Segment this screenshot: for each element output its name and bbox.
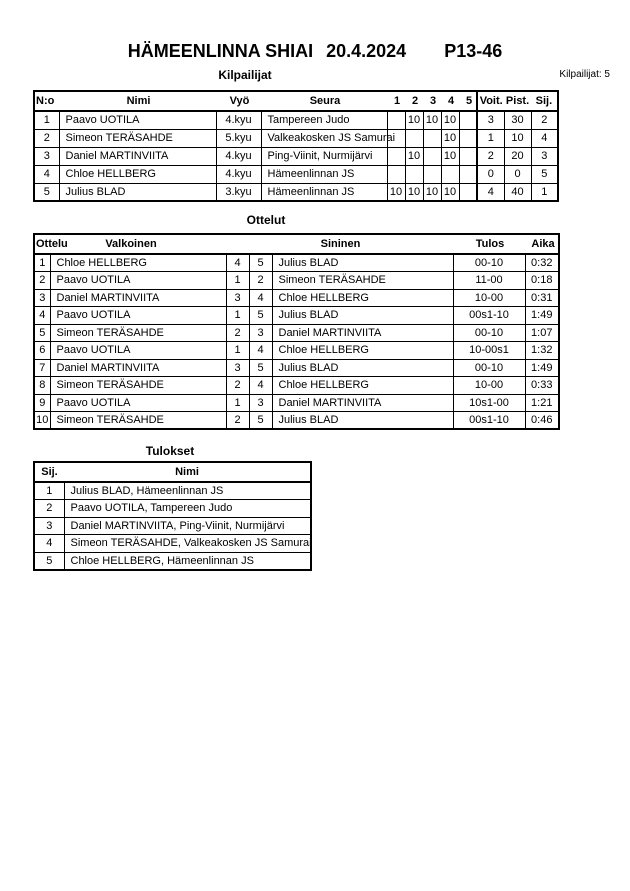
- score-cell: [405, 165, 423, 183]
- result-name-cell: Chloe HELLBERG, Hämeenlinnan JS: [64, 552, 311, 570]
- result-cell: 00-10: [453, 324, 525, 342]
- section-heading-matches: Ottelut: [246, 213, 286, 227]
- result-row: [34, 535, 311, 553]
- blue-no-cell: 5: [249, 254, 272, 272]
- score-cell: [441, 165, 459, 183]
- col-header-white: Valkoinen: [105, 238, 157, 250]
- col-header-round-1: 1: [393, 95, 401, 107]
- col-header-round-2: 2: [411, 95, 419, 107]
- competitor-belt-cell: 4.kyu: [216, 165, 261, 183]
- white-no-cell: 3: [226, 359, 249, 377]
- score-cell: 10: [387, 183, 405, 201]
- event-name: HÄMEENLINNA SHIAI: [127, 41, 314, 61]
- match-no-cell: 1: [34, 254, 50, 272]
- result-cell: 00s1-10: [453, 307, 525, 325]
- match-row: [34, 359, 559, 377]
- blue-name-cell: Daniel MARTINVIITA: [272, 394, 453, 412]
- score-cell: 10: [441, 111, 459, 129]
- results-header-row: [34, 462, 311, 482]
- white-no-cell: 3: [226, 289, 249, 307]
- competitor-name-cell: Paavo UOTILA: [59, 111, 216, 129]
- white-name-cell: Daniel MARTINVIITA: [50, 289, 226, 307]
- match-row: [34, 289, 559, 307]
- white-name-cell: Paavo UOTILA: [50, 394, 226, 412]
- score-cell: [423, 129, 441, 147]
- score-cell: [387, 111, 405, 129]
- wins-cell: 2: [477, 147, 504, 165]
- blue-no-cell: 5: [249, 359, 272, 377]
- white-name-cell: Chloe HELLBERG: [50, 254, 226, 272]
- points-cell: 40: [504, 183, 531, 201]
- competitor-row: [34, 147, 558, 165]
- match-no-cell: 7: [34, 359, 50, 377]
- competitor-name-cell: Daniel MARTINVIITA: [59, 147, 216, 165]
- match-no-cell: 6: [34, 342, 50, 360]
- time-cell: 0:18: [525, 272, 559, 290]
- white-name-cell: Daniel MARTINVIITA: [50, 359, 226, 377]
- competitor-name-cell: Julius BLAD: [59, 183, 216, 201]
- matches-table: [33, 233, 560, 430]
- competitor-no-cell: 2: [34, 129, 59, 147]
- match-row: [34, 342, 559, 360]
- matches-header-row: [34, 234, 559, 254]
- competitors-header-row: [34, 91, 558, 111]
- col-header-match: Ottelu: [36, 238, 68, 250]
- match-no-cell: 9: [34, 394, 50, 412]
- place-cell: 4: [531, 129, 558, 147]
- score-cell: 10: [441, 183, 459, 201]
- score-cell: 10: [405, 147, 423, 165]
- competitor-belt-cell: 5.kyu: [216, 129, 261, 147]
- score-cell: [459, 129, 477, 147]
- score-cell: [459, 111, 477, 129]
- match-row: [34, 307, 559, 325]
- competitor-name-cell: Simeon TERÄSAHDE: [59, 129, 216, 147]
- competitors-table: [33, 90, 559, 202]
- match-no-cell: 4: [34, 307, 50, 325]
- score-cell: [387, 147, 405, 165]
- blue-name-cell: Julius BLAD: [272, 412, 453, 430]
- score-cell: [423, 165, 441, 183]
- wins-cell: 4: [477, 183, 504, 201]
- white-no-cell: 2: [226, 412, 249, 430]
- section-heading-results: Tulokset: [145, 444, 195, 458]
- score-cell: [459, 147, 477, 165]
- result-cell: 10-00: [453, 377, 525, 395]
- blue-name-cell: Simeon TERÄSAHDE: [272, 272, 453, 290]
- blue-no-cell: 4: [249, 377, 272, 395]
- match-no-cell: 5: [34, 324, 50, 342]
- col-header-name: Nimi: [64, 462, 311, 482]
- time-cell: 0:33: [525, 377, 559, 395]
- category-code: P13-46: [444, 41, 503, 61]
- place-cell: 5: [531, 165, 558, 183]
- competitor-club-cell: Hämeenlinnan JS: [261, 165, 387, 183]
- col-header-time: Aika: [531, 238, 555, 250]
- blue-name-cell: Chloe HELLBERG: [272, 377, 453, 395]
- match-no-cell: 10: [34, 412, 50, 430]
- result-row: [34, 552, 311, 570]
- page-title: [0, 41, 630, 62]
- blue-no-cell: 2: [249, 272, 272, 290]
- time-cell: 0:31: [525, 289, 559, 307]
- time-cell: 1:32: [525, 342, 559, 360]
- white-no-cell: 1: [226, 394, 249, 412]
- white-name-cell: Paavo UOTILA: [50, 342, 226, 360]
- result-place-cell: 4: [34, 535, 64, 553]
- result-name-cell: Paavo UOTILA, Tampereen Judo: [64, 500, 311, 518]
- wins-cell: 3: [477, 111, 504, 129]
- col-header-blue: Sininen: [320, 238, 361, 250]
- result-row: [34, 500, 311, 518]
- wins-cell: 0: [477, 165, 504, 183]
- result-place-cell: 5: [34, 552, 64, 570]
- result-name-cell: Simeon TERÄSAHDE, Valkeakosken JS Samurai: [64, 535, 311, 553]
- competitor-row: [34, 165, 558, 183]
- score-cell: [459, 165, 477, 183]
- match-no-cell: 2: [34, 272, 50, 290]
- time-cell: 1:49: [525, 307, 559, 325]
- match-row: [34, 394, 559, 412]
- competitor-no-cell: 5: [34, 183, 59, 201]
- score-cell: [423, 147, 441, 165]
- competitor-no-cell: 4: [34, 165, 59, 183]
- white-name-cell: Paavo UOTILA: [50, 272, 226, 290]
- time-cell: 0:46: [525, 412, 559, 430]
- white-no-cell: 1: [226, 272, 249, 290]
- competitors-count: Kilpailijat: 5: [559, 69, 610, 80]
- points-cell: 30: [504, 111, 531, 129]
- blue-name-cell: Chloe HELLBERG: [272, 342, 453, 360]
- results-table: [33, 461, 312, 571]
- competitor-row: [34, 129, 558, 147]
- col-header-belt: Vyö: [229, 95, 250, 107]
- competitor-club-cell: Valkeakosken JS Samurai: [261, 129, 387, 147]
- competitors-header-right: [477, 91, 558, 111]
- col-header-club: Seura: [309, 95, 341, 107]
- time-cell: 1:21: [525, 394, 559, 412]
- score-cell: [405, 129, 423, 147]
- blue-no-cell: 5: [249, 307, 272, 325]
- time-cell: 1:49: [525, 359, 559, 377]
- match-row: [34, 254, 559, 272]
- competitor-belt-cell: 4.kyu: [216, 147, 261, 165]
- points-cell: 20: [504, 147, 531, 165]
- match-row: [34, 324, 559, 342]
- result-cell: 10-00s1: [453, 342, 525, 360]
- white-no-cell: 1: [226, 342, 249, 360]
- competitor-club-cell: Tampereen Judo: [261, 111, 387, 129]
- wins-cell: 1: [477, 129, 504, 147]
- blue-no-cell: 3: [249, 394, 272, 412]
- col-header-round-4: 4: [447, 95, 455, 107]
- match-row: [34, 272, 559, 290]
- col-header-round-3: 3: [429, 95, 437, 107]
- result-cell: 00-10: [453, 254, 525, 272]
- section-heading-competitors: Kilpailijat: [218, 68, 272, 82]
- score-cell: 10: [423, 183, 441, 201]
- white-name-cell: Simeon TERÄSAHDE: [50, 324, 226, 342]
- blue-name-cell: Julius BLAD: [272, 254, 453, 272]
- col-header-place: Sij.: [535, 95, 553, 107]
- points-cell: 0: [504, 165, 531, 183]
- result-cell: 11-00: [453, 272, 525, 290]
- white-no-cell: 2: [226, 377, 249, 395]
- col-header-name: Nimi: [126, 95, 151, 107]
- competitor-belt-cell: 4.kyu: [216, 111, 261, 129]
- white-name-cell: Paavo UOTILA: [50, 307, 226, 325]
- competitors-header-left: [34, 91, 477, 111]
- competitor-row: [34, 183, 558, 201]
- blue-no-cell: 3: [249, 324, 272, 342]
- match-row: [34, 412, 559, 430]
- blue-name-cell: Julius BLAD: [272, 359, 453, 377]
- competitor-name-cell: Chloe HELLBERG: [59, 165, 216, 183]
- result-row: [34, 517, 311, 535]
- score-cell: 10: [405, 111, 423, 129]
- competitor-club-cell: Ping-Viinit, Nurmijärvi: [261, 147, 387, 165]
- result-cell: 00s1-10: [453, 412, 525, 430]
- col-header-round-5: 5: [465, 95, 473, 107]
- score-cell: [387, 165, 405, 183]
- col-header-wins: Voit.: [479, 95, 503, 107]
- white-no-cell: 4: [226, 254, 249, 272]
- competitor-belt-cell: 3.kyu: [216, 183, 261, 201]
- white-no-cell: 1: [226, 307, 249, 325]
- col-header-result: Tulos: [475, 238, 505, 250]
- place-cell: 2: [531, 111, 558, 129]
- competitor-club-cell: Hämeenlinnan JS: [261, 183, 387, 201]
- event-date: 20.4.2024: [326, 41, 407, 61]
- white-no-cell: 2: [226, 324, 249, 342]
- matches-header: [34, 234, 559, 254]
- time-cell: 1:07: [525, 324, 559, 342]
- score-cell: 10: [405, 183, 423, 201]
- white-name-cell: Simeon TERÄSAHDE: [50, 377, 226, 395]
- competitor-row: [34, 111, 558, 129]
- col-header-place: Sij.: [34, 462, 64, 482]
- score-cell: 10: [441, 147, 459, 165]
- result-place-cell: 3: [34, 517, 64, 535]
- result-place-cell: 1: [34, 482, 64, 500]
- blue-no-cell: 4: [249, 289, 272, 307]
- blue-no-cell: 5: [249, 412, 272, 430]
- score-cell: 10: [441, 129, 459, 147]
- competitor-no-cell: 3: [34, 147, 59, 165]
- result-cell: 00-10: [453, 359, 525, 377]
- place-cell: 3: [531, 147, 558, 165]
- blue-name-cell: Julius BLAD: [272, 307, 453, 325]
- match-no-cell: 3: [34, 289, 50, 307]
- blue-name-cell: Daniel MARTINVIITA: [272, 324, 453, 342]
- result-cell: 10-00: [453, 289, 525, 307]
- blue-name-cell: Chloe HELLBERG: [272, 289, 453, 307]
- result-place-cell: 2: [34, 500, 64, 518]
- result-name-cell: Julius BLAD, Hämeenlinnan JS: [64, 482, 311, 500]
- points-cell: 10: [504, 129, 531, 147]
- col-header-points: Pist.: [505, 95, 530, 107]
- score-cell: 10: [423, 111, 441, 129]
- result-row: [34, 482, 311, 500]
- score-cell: [459, 183, 477, 201]
- result-name-cell: Daniel MARTINVIITA, Ping-Viinit, Nurmijärvi: [64, 517, 311, 535]
- match-row: [34, 377, 559, 395]
- blue-no-cell: 4: [249, 342, 272, 360]
- white-name-cell: Simeon TERÄSAHDE: [50, 412, 226, 430]
- competitor-no-cell: 1: [34, 111, 59, 129]
- match-no-cell: 8: [34, 377, 50, 395]
- time-cell: 0:32: [525, 254, 559, 272]
- result-cell: 10s1-00: [453, 394, 525, 412]
- col-header-no: N:o: [36, 95, 55, 107]
- place-cell: 1: [531, 183, 558, 201]
